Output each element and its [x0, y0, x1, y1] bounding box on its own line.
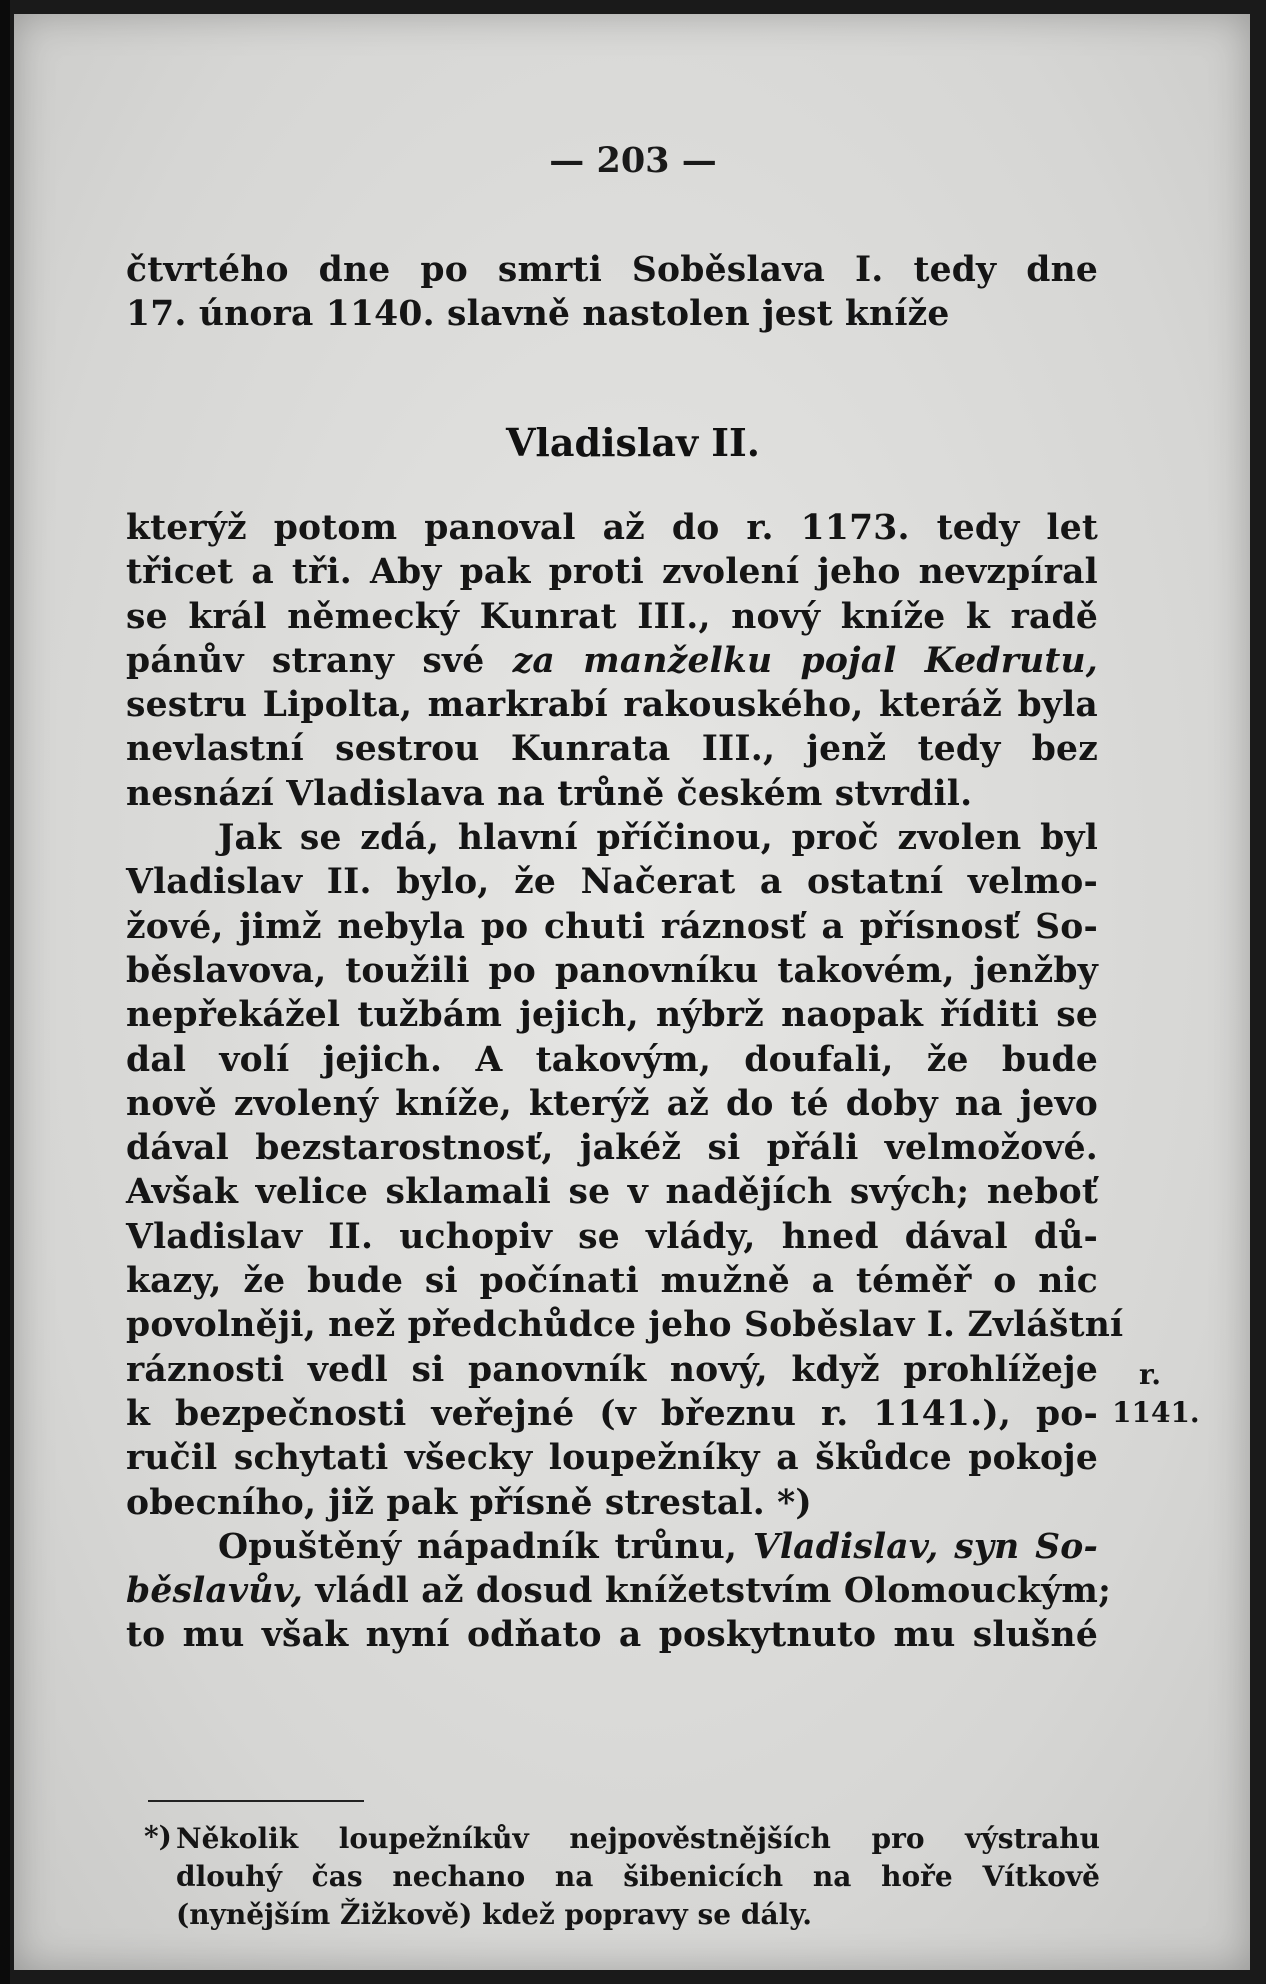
text-line: Vladislav II. uchopiv se vlády, hned dával dů-: [126, 1216, 1098, 1257]
section-heading: Vladislav II.: [505, 420, 761, 465]
text-line: dával bezstarostnosť, jakéž si přáli velmožové.: [126, 1128, 1098, 1169]
text-line: čtvrtého dne po smrti Soběslava I. tedy dne: [126, 250, 1098, 290]
text-line: se král německý Kunrat III., nový kníže k radě: [126, 596, 1098, 637]
text-line: nesnází Vladislava na trůně českém stvrdil.: [126, 773, 973, 814]
footnote-line: dlouhý čas nechano na šibenicích na hoře Vítkově: [176, 1860, 1100, 1893]
text-line: [126, 1525, 1098, 1569]
text-line: [126, 639, 1098, 683]
text-span: Opuštěný nápadník trůnu,: [218, 1526, 738, 1567]
text-line: to mu však nyní odňato a poskytnuto mu slušné: [126, 1615, 1098, 1656]
intro-text: [126, 248, 1098, 337]
footnote: [144, 1820, 1100, 1934]
text-line: ručil schytati všecky loupežníky a škůdce pokoje: [126, 1438, 1098, 1479]
text-line: třicet a tři. Aby pak proti zvolení jeho nevzpíral: [126, 552, 1098, 593]
page-edge-shadow: [0, 0, 10, 1984]
text-line: Vladislav II. bylo, že Načerat a ostatní velmo-: [126, 862, 1098, 903]
text-line: Avšak velice sklamali se v nadějích svých; neboť: [126, 1172, 1098, 1213]
paragraph-1: [126, 506, 1124, 1658]
footnote-divider: [148, 1800, 364, 1802]
text-line: ráznosti vedl si panovník nový, když prohlížeje: [126, 1349, 1098, 1390]
text-line: Jak se zdá, hlavní příčinou, proč zvolen byl: [218, 818, 1098, 859]
footnote-mark: *): [144, 1820, 172, 1853]
text-line: nově zvolený kníže, kterýž až do té doby na jevo: [126, 1083, 1098, 1124]
footnote-line: (nynějším Žižkově) kdež popravy se dály.: [176, 1898, 813, 1931]
text-span: pánův strany své: [126, 640, 485, 681]
margin-note-year-prefix: r.: [1139, 1358, 1161, 1391]
margin-note-year: 1141.: [1112, 1396, 1200, 1429]
text-line: dal volí jejich. A takovým, doufali, že bude: [126, 1039, 1098, 1080]
text-line: k bezpečnosti veřejné (v březnu r. 1141.), po-: [126, 1393, 1098, 1434]
footnote-line: Několik loupežníkův nejpověstnějších pro výstrahu: [176, 1822, 1100, 1855]
text-line: 17. února 1140. slavně nastolen jest kníže: [126, 294, 950, 335]
page-number: — 203 —: [549, 140, 717, 181]
italic-span: Vladislav, syn So-: [752, 1526, 1098, 1567]
italic-span: běslavův,: [126, 1571, 304, 1612]
italic-span: za manželku pojal Kedrutu,: [512, 640, 1098, 681]
text-line: povolněji, než předchůdce jeho Soběslav I. Zvláštní: [126, 1305, 1124, 1346]
text-span: vládl až dosud knížetstvím Olomouckým;: [315, 1571, 1112, 1612]
text-line: obecního, již pak přísně strestal. *): [126, 1482, 812, 1523]
text-line: žové, jimž nebyla po chuti ráznosť a přísnosť So-: [126, 906, 1098, 947]
text-line: nepřekážel tužbám jejich, nýbrž naopak říditi se: [126, 995, 1098, 1036]
text-line: kterýž potom panoval až do r. 1173. tedy let: [126, 508, 1098, 548]
text-line: nevlastní sestrou Kunrata III., jenž tedy bez: [126, 729, 1098, 770]
text-line: běslavova, toužili po panovníku takovém, jenžby: [126, 950, 1098, 991]
text-line: sestru Lipolta, markrabí rakouského, kteráž byla: [126, 685, 1098, 726]
text-line: [126, 1569, 1112, 1613]
text-line: kazy, že bude si počínati mužně a téměř o nic: [126, 1261, 1098, 1302]
